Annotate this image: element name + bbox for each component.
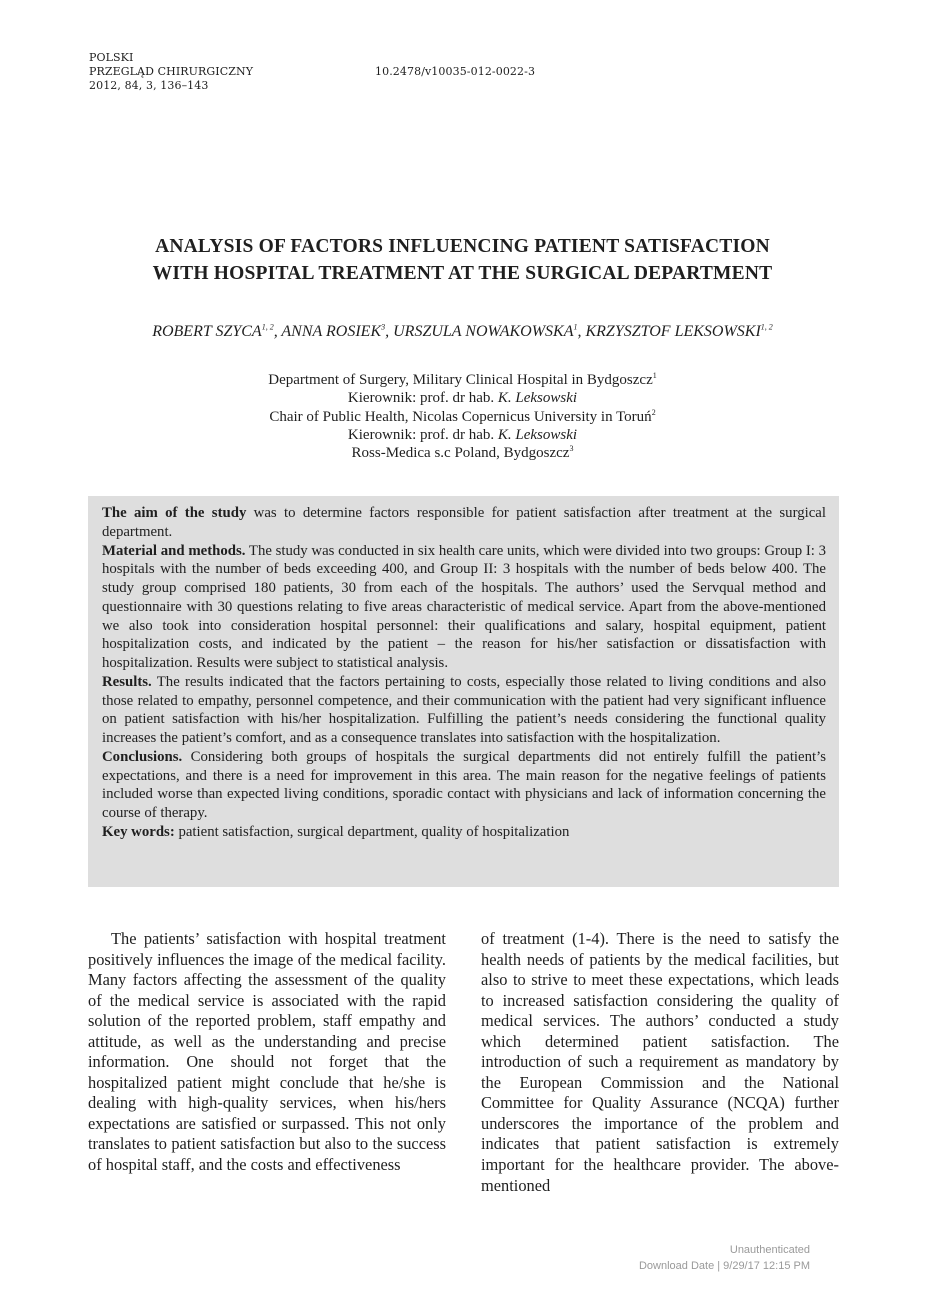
author-affiliation-mark: 1 [573, 322, 578, 332]
affiliation-head: Kierownik: prof. dr hab. K. Leksowski [347, 426, 578, 443]
title-line-1: ANALYSIS OF FACTORS INFLUENCING PATIENT SATISFACTION [155, 236, 770, 257]
abstract-keywords: Key words: patient satisfaction, surgical department, quality of hospitalization [102, 823, 570, 840]
journal-name-line1: POLSKI [89, 51, 134, 64]
body-text-left-column: The patients’ satisfaction with hospital treatment positively influences the image of the medical facility. Many factors affecting the assessment of the quality of the medical service is associated with the rapid solution of the reported problem, staff empathy and attitude, as well as the understanding and precise information. One should not forget that the hospitalized patient might conclude that he/she is dealing with high-quality services, when his/hers expectations are satisfied or surpassed. This not only translates to patient satisfaction but also to the success of hospital staff, and the costs and effectiveness [88, 929, 446, 1175]
abstract-aim: The aim of the study was to determine factors responsible for patient satisfaction after treatment at the surgical department. [102, 505, 826, 540]
author-name: KRZYSZTOF LEKSOWSKI [585, 323, 761, 340]
journal-name-line2: PRZEGLĄD CHIRURGICZNY [89, 65, 254, 78]
author-affiliation-mark: 1, 2 [760, 322, 773, 332]
affiliation-head: Kierownik: prof. dr hab. K. Leksowski [347, 390, 578, 407]
author-name: ROBERT SZYCA [152, 323, 262, 340]
author-affiliation-mark: 1, 2 [261, 322, 274, 332]
journal-citation: 2012, 84, 3, 136–143 [89, 79, 209, 92]
author-name: URSZULA NOWAKOWSKA [393, 323, 574, 340]
affiliation-line: Department of Surgery, Military Clinical Hospital in Bydgoszcz$^1$ [268, 371, 657, 388]
author-affiliation-mark: 3 [381, 322, 386, 332]
author-list: ROBERT SZYCA$^{1, 2}$, ANNA ROSIEK$^3$, URSZULA NOWAKOWSKA$^1$, KRZYSZTOF LEKSOWSKI$^{1, 2}$ [152, 322, 773, 340]
abstract-methods: Material and methods. The study was conducted in six health care units, which were divided into two groups: Group I: 3 hospitals with the number of beds exceeding 400, and Group II: 3 hospitals with the number of beds below 400. The study group comprised 180 patients, 30 from each of the hospitals. The authors’ used the Servqual method and questionnaire with 30 questions relating to five areas characteristic of medical service. Apart from the above-mentioned we also took into consideration hospital personnel: their qualifications and salary, hospital equipment, patient hospitalization costs, and indicated by the patient – the reason for his/her satisfaction or dissatisfaction with hospitalization. Results were subject to statistical analysis. [102, 542, 826, 671]
auth-status: Unauthenticated [729, 1244, 810, 1256]
affiliation-line: Ross-Medica s.c Poland, Bydgoszcz$^3$ [351, 444, 574, 462]
doi: 10.2478/v10035-012-0022-3 [375, 65, 536, 78]
abstract-results: Results. The results indicated that the factors pertaining to costs, especially those related to living conditions and also those related to empathy, personnel competence, and their communication with the patient had very significant influence on patient satisfaction with his/her hospitalization. Fulfilling the patient’s needs considering the functional quality increases the patient’s comfort, and as a consequence translates into satisfaction with the hospitalization. [102, 673, 826, 746]
author-name: ANNA ROSIEK [281, 323, 382, 340]
abstract-conclusions: Conclusions. Considering both groups of hospitals the surgical departments did not entirely fulfill the patient’s expectations, and there is a need for improvement in this area. The main reason for the negative feelings of patients included worse than expected living conditions, sporadic contact with physicians and lack of information concerning the course of therapy. [102, 748, 826, 821]
abstract-box [88, 496, 839, 887]
download-date: Download Date | 9/29/17 12:15 PM [638, 1260, 810, 1272]
journal-header [89, 51, 536, 93]
article-title [60, 233, 865, 287]
title-line-2: WITH HOSPITAL TREATMENT AT THE SURGICAL DEPARTMENT [152, 263, 773, 284]
affiliations [100, 371, 825, 462]
body-text-right-column: of treatment (1-4). There is the need to satisfy the health needs of patients by the medical facilities, but also to strive to meet these expectations, which leads to increased satisfaction considering the quality of medical services. The authors’ conducted a study which determined patient satisfaction. The introduction of such a requirement as mandatory by the European Commission and the National Committee for Quality Assurance (NCQA) further underscores the importance of the problem and indicates that patient satisfaction is extremely important for the healthcare provider. The above-mentioned [481, 929, 839, 1195]
affiliation-line: Chair of Public Health, Nicolas Copernicus University in Toruń$^2$ [269, 407, 656, 425]
